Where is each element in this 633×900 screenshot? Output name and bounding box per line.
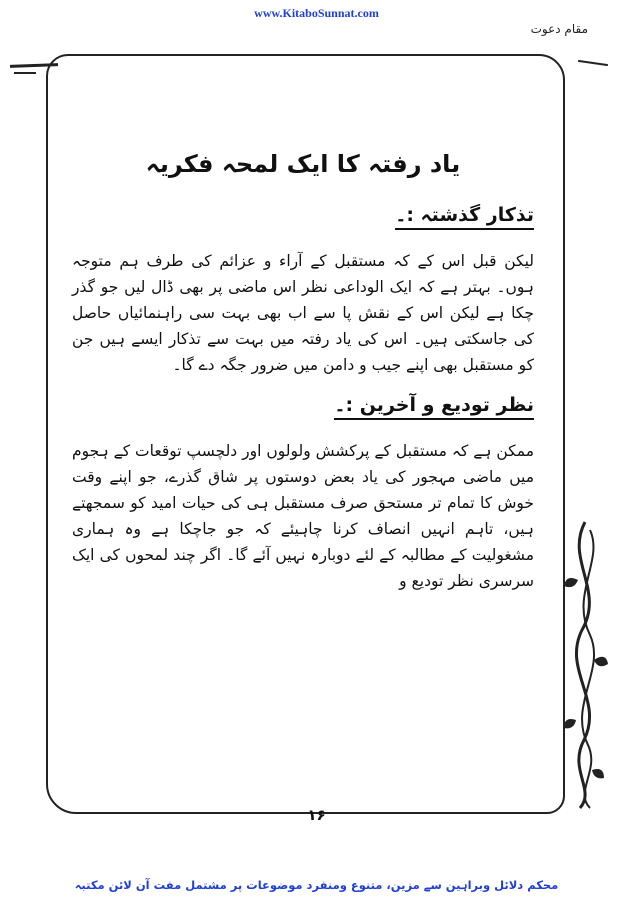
section-1 [72,204,534,378]
frame-flourish-left-2 [14,72,36,74]
section-heading: نظر تودیع و آخرین :۔ [334,394,534,420]
page-number: ۱۶ [307,806,326,824]
running-head: مقام دعوت [530,22,588,36]
frame-flourish-right [578,60,608,66]
page-content [72,150,534,606]
section-body: لیکن قبل اس کے کہ مستقبل کے آراء و عزائم کی طرف ہم متوجہ ہوں۔ بہتر ہے کہ ایک الوداعی نظر اس ماضی پر بھی ڈال لیں جو گذر چکا ہے لیکن اس کے نقش پا سے اب بھی بہت سی راہنمائیاں حاصل کی جاسکتی ہیں۔ اس کی یاد رفتہ میں بہت سے تذکار ایسے ہیں جن کو مستقبل بھی اپنے جیب و دامن میں ضرور جگہ دے گا۔ [72,252,534,374]
section-body: ممکن ہے کہ مستقبل کے پرکشش ولولوں اور دلچسپ توقعات کے ہجوم میں ماضی مہجور کی یاد بعض دوستوں پر شاق گذرے، جو اپنے وقت خوش کا تمام تر مستحق صرف مستقبل ہی کی حیات امید کو سمجھتے ہیں، تاہم انہیں انصاف کرنا چاہیئے کہ جو جاچکا ہے وہ ہماری مشغولیت کے مطالبہ کے لئے دوبارہ نہیں آئے گا۔ اگر چند لمحوں کی ایک سرسری نظر تودیع و [72,442,534,590]
vine-ornament-icon [560,520,610,810]
chapter-title: یاد رفتہ کا ایک لمحہ فکریہ [145,150,461,178]
section-2 [72,394,534,594]
section-heading: تذکار گذشتہ :۔ [395,204,534,230]
footer-tagline[interactable]: محکم دلائل وبراہین سے مزین، متنوع ومنفرد موضوعات پر مشتمل مفت آن لائن مکتبہ [74,878,559,892]
site-url[interactable]: www.KitaboSunnat.com [254,6,379,20]
